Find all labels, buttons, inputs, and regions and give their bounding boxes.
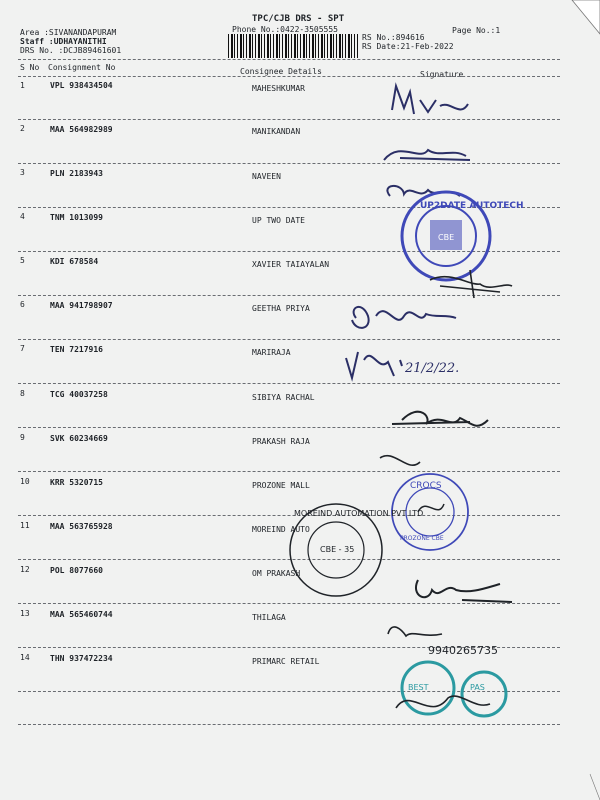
signature-2 bbox=[384, 150, 470, 160]
row-serial: 1 bbox=[20, 81, 25, 90]
area-field: Area :SIVANANDAPURAM bbox=[20, 28, 117, 37]
row-consignment: MAA 564982989 bbox=[50, 125, 113, 134]
row-consignee: PROZONE MALL bbox=[252, 481, 310, 490]
column-consignee: Consignee Details bbox=[240, 67, 322, 76]
row-serial: 2 bbox=[20, 124, 25, 133]
row-consignee: GEETHA PRIYA bbox=[252, 304, 310, 313]
staff-field: Staff :UDHAYANITHI bbox=[20, 37, 107, 46]
bottom-stamp bbox=[396, 662, 506, 716]
bottom-stamp-right: PAS bbox=[470, 683, 485, 692]
page-bottom-fold bbox=[590, 774, 600, 800]
signature-5 bbox=[430, 270, 512, 298]
row-serial: 6 bbox=[20, 300, 25, 309]
signature-8 bbox=[392, 412, 488, 426]
bottom-stamp-left: BEST bbox=[408, 683, 429, 692]
row-consignee: SIBIYA RACHAL bbox=[252, 393, 315, 402]
signature-7 bbox=[346, 352, 402, 378]
drs-number: DRS No. :DCJB89461601 bbox=[20, 46, 122, 55]
row-consignee: XAVIER TAIAYALAN bbox=[252, 260, 330, 269]
moreind-stamp-center: CBE - 35 bbox=[320, 545, 355, 554]
signature-13 bbox=[388, 627, 442, 636]
row-consignee: MANIKANDAN bbox=[252, 127, 301, 136]
signature-1 bbox=[392, 86, 468, 114]
row-consignee: OM PRAKASH bbox=[252, 569, 301, 578]
column-signature: Signature bbox=[420, 70, 464, 79]
column-consignment: Consignment No bbox=[48, 63, 116, 72]
crocs-stamp-bottom: PROZONE CBE bbox=[400, 535, 444, 542]
row-consignment: POL 8077660 bbox=[50, 566, 103, 575]
row-consignee: PRIMARC RETAIL bbox=[252, 657, 320, 666]
row-serial: 14 bbox=[20, 653, 30, 662]
row-consignment: TCG 40037258 bbox=[50, 390, 108, 399]
sheet-title: TPC/CJB DRS - SPT bbox=[252, 14, 345, 24]
up2date-stamp-text: UP2DATE AUTOTECH bbox=[420, 201, 524, 211]
moreind-stamp-text: MOREIND AUTOMATION PVT LTD bbox=[294, 509, 424, 518]
row-serial: 11 bbox=[20, 521, 30, 530]
crocs-stamp-text: CROCS bbox=[410, 481, 442, 491]
column-serial: S No bbox=[20, 63, 40, 72]
page-number: Page No.:1 bbox=[452, 26, 501, 35]
row-consignee: UP TWO DATE bbox=[252, 216, 305, 225]
row-consignee: PRAKASH RAJA bbox=[252, 437, 310, 446]
row-consignment: MAA 941798907 bbox=[50, 301, 113, 310]
signature-12 bbox=[416, 580, 512, 602]
phone-number: Phone No.:0422-3505555 bbox=[232, 25, 338, 34]
row-serial: 8 bbox=[20, 389, 25, 398]
row-serial: 4 bbox=[20, 212, 25, 221]
row-consignee: NAVEEN bbox=[252, 172, 281, 181]
row-consignment: VPL 938434504 bbox=[50, 81, 113, 90]
row-consignment: MAA 565460744 bbox=[50, 610, 113, 619]
signature-6 bbox=[352, 307, 456, 328]
up2date-stamp-center: CBE bbox=[438, 233, 455, 242]
rs-number: RS No.:894616 bbox=[362, 33, 425, 42]
row-serial: 12 bbox=[20, 565, 30, 574]
row-serial: 10 bbox=[20, 477, 30, 486]
moreind-stamp bbox=[290, 504, 423, 596]
row-consignee: MARIRAJA bbox=[252, 348, 291, 357]
date-note: 21/2/22. bbox=[405, 361, 460, 376]
row-serial: 7 bbox=[20, 344, 25, 353]
row-consignee: MAHESHKUMAR bbox=[252, 84, 305, 93]
row-consignment: KDI 678584 bbox=[50, 257, 99, 266]
row-consignee: THILAGA bbox=[252, 613, 286, 622]
row-serial: 5 bbox=[20, 256, 25, 265]
signature-10 bbox=[380, 456, 420, 466]
row-serial: 9 bbox=[20, 433, 25, 442]
rs-date: RS Date:21-Feb-2022 bbox=[362, 42, 454, 51]
row-consignment: TNM 1013099 bbox=[50, 213, 103, 222]
phone-note: 9940265735 bbox=[428, 644, 498, 657]
row-consignment: SVK 60234669 bbox=[50, 434, 108, 443]
row-consignment: KRR 5320715 bbox=[50, 478, 103, 487]
row-consignee: MOREIND AUTO bbox=[252, 525, 310, 534]
row-consignment: PLN 2183943 bbox=[50, 169, 103, 178]
row-consignment: TEN 7217916 bbox=[50, 345, 103, 354]
row-consignment: MAA 563765928 bbox=[50, 522, 113, 531]
row-serial: 3 bbox=[20, 168, 25, 177]
row-serial: 13 bbox=[20, 609, 30, 618]
up2date-stamp bbox=[402, 192, 524, 280]
row-consignment: THN 937472234 bbox=[50, 654, 113, 663]
